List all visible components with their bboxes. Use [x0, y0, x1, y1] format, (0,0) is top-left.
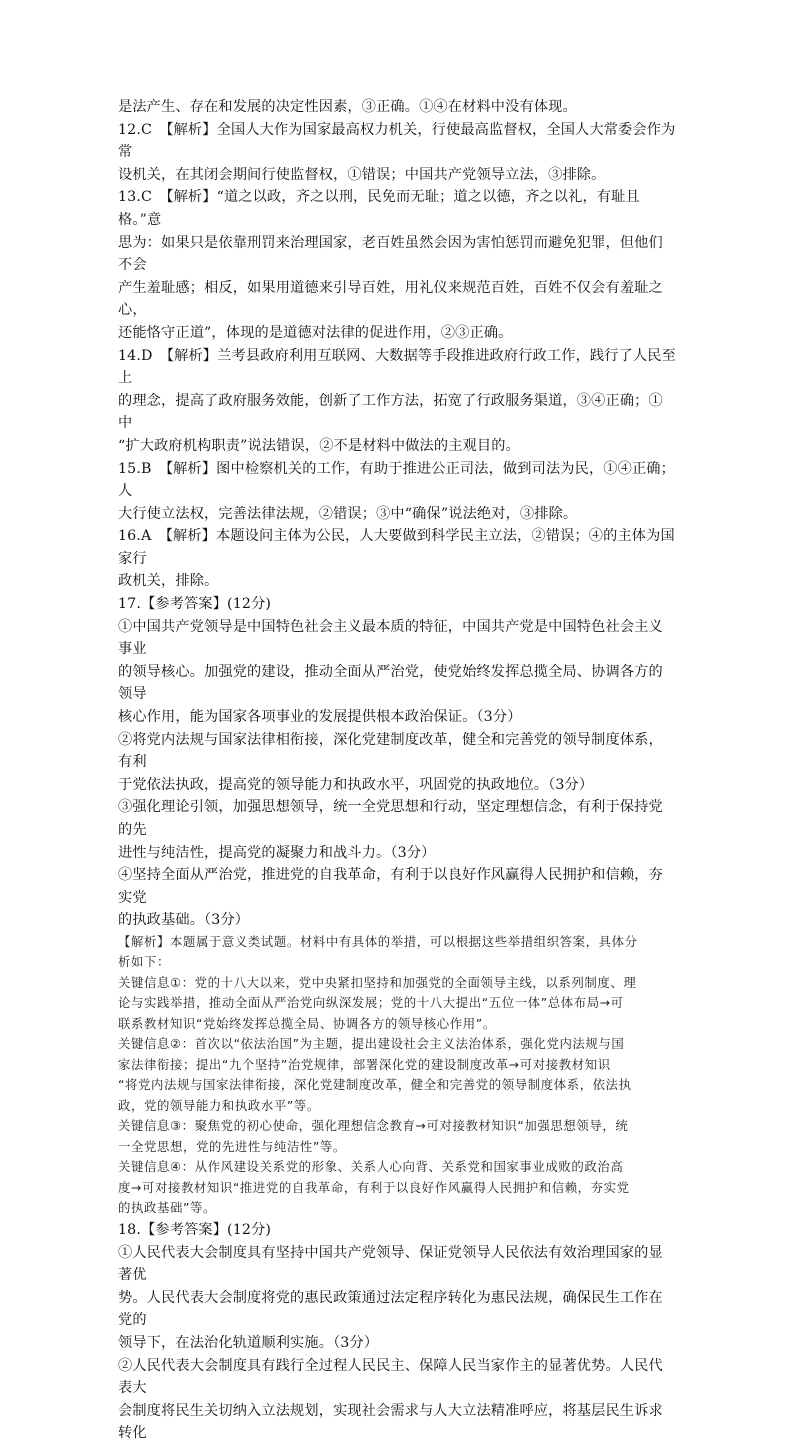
analysis-line: 【解析】本题属于意义类试题。材料中有具体的举措，可以根据这些举措组织答案，具体分	[118, 933, 638, 949]
text-line: 核心作用，能为国家各项事业的发展提供根本政治保证。（3分）	[118, 709, 522, 726]
key-info-4-line: 关键信息④：从作风建设关系党的形象、关系人心向背、关系党和国家事业成败的政治高	[118, 1159, 624, 1175]
text-line: 于党依法执政，提高党的领导能力和执政水平，巩固党的执政地位。（3分）	[118, 776, 594, 793]
analysis-line: 家法律衔接；提出“九个坚持”治党规律，部署深化党的建设制度改革→可对接教材知识	[118, 1056, 611, 1072]
analysis-line: 联系教材知识“党始终发挥总揽全局、协调各方的领导核心作用”。	[118, 1015, 496, 1031]
text-line: 的理念，提高了政府服务效能，创新了工作方法，拓宽了行政服务渠道，③④正确；①中	[118, 392, 663, 432]
text-line: 思为：如果只是依靠刑罚来治理国家，老百姓虽然会因为害怕惩罚而避免犯罪，但他们不会	[118, 234, 663, 274]
answer-18-heading: 18.【参考答案】(12分)	[118, 1221, 272, 1238]
answer-15-line: 15.B 【解析】图中检察机关的工作，有助于推进公正司法，做到司法为民，①④正确；人	[118, 460, 675, 500]
text-line: 设机关，在其闭会期间行使监督权，①错误；中国共产党领导立法，③排除。	[118, 166, 606, 183]
text-line: ③强化理论引领，加强思想领导，统一全党思想和行动，坚定理想信念，有利于保持党的先	[118, 799, 663, 838]
analysis-line: 一全党思想，党的先进性与纯洁性”等。	[118, 1138, 346, 1154]
answer-16-line: 16.A 【解析】本题设问主体为公民，人大要做到科学民主立法，②错误；④的主体为国家行	[118, 528, 675, 567]
text-line: 会制度将民生关切纳入立法规划，实现社会需求与人大立法精准呼应，将基层民生诉求转化	[118, 1402, 663, 1442]
text-line: “扩大政府机构职责”说法错误，②不是材料中做法的主观目的。	[118, 437, 520, 454]
text-line: 大行使立法权，完善法律法规，②错误；③中“确保”说法绝对，③排除。	[118, 505, 578, 522]
text-line: ②将党内法规与国家法律相衔接，深化党建制度改革，健全和完善党的领导制度体系，有利	[118, 731, 663, 771]
key-info-2-line: 关键信息②：首次以“依法治国”为主题，提出建设社会主义法治体系，强化党内法规与国	[118, 1036, 625, 1052]
text-line: 还能恪守正道”，体现的是道德对法律的促进作用，②③正确。	[118, 324, 513, 341]
text-line: ④坚持全面从严治党，推进党的自我革命，有利于以良好作风赢得人民拥护和信赖，夯实党	[118, 867, 663, 906]
analysis-line: 度→可对接教材知识“推进党的自我革命，有利于以良好作风赢得人民拥护和信赖，夯实党	[118, 1179, 630, 1195]
text-line: ①人民代表大会制度具有坚持中国共产党领导、保证党领导人民依法有效治理国家的显著优	[118, 1244, 663, 1284]
text-line: 是法产生、存在和发展的决定性因素，③正确。①④在材料中没有体现。	[118, 99, 577, 115]
analysis-line: “将党内法规与国家法律衔接，深化党建制度改革，健全和完善党的领导制度体系，依法执	[118, 1077, 632, 1093]
text-line: 领导下，在法治化轨道顺利实施。（3分）	[118, 1334, 379, 1351]
text-line: ①中国共产党领导是中国特色社会主义最本质的特征，中国共产党是中国特色社会主义事业	[118, 618, 663, 658]
text-line: 的执政基础。（3分）	[118, 912, 250, 929]
text-line: ②人民代表大会制度具有践行全过程人民民主、保障人民当家作主的显著优势。人民代表大	[118, 1357, 663, 1397]
text-line: 势。人民代表大会制度将党的惠民政策通过法定程序转化为惠民法规，确保民生工作在党的	[118, 1289, 663, 1329]
analysis-line: 论与实践举措，推动全面从严治党向纵深发展；党的十八大提出“五位一体”总体布局→可	[118, 995, 624, 1011]
text-line: 政机关，排除。	[118, 573, 219, 590]
text-line: 的领导核心。加强党的建设，推动全面从严治党，使党始终发挥总揽全局、协调各方的领导	[118, 663, 663, 703]
analysis-line: 的执政基础”等。	[118, 1200, 216, 1216]
analysis-line: 析如下：	[118, 954, 170, 970]
text-line: 产生羞耻感；相反，如果用道德来引导百姓，用礼仪来规范百姓，百姓不仅会有羞耻之心，	[118, 279, 663, 319]
key-info-1-line: 关键信息①：党的十八大以来，党中央紧扣坚持和加强党的全面领导主线，以系列制度、理	[118, 974, 637, 990]
answer-12-line: 12.C 【解析】全国人大作为国家最高权力机关，行使最高监督权，全国人大常委会作为常	[118, 121, 676, 161]
answer-14-line: 14.D 【解析】兰考县政府利用互联网、大数据等手段推进政府行政工作，践行了人民至上	[118, 347, 676, 387]
analysis-line: 政，党的领导能力和执政水平”等。	[118, 1097, 320, 1113]
text-line: 进性与纯洁性，提高党的凝聚力和战斗力。（3分）	[118, 844, 436, 861]
answer-13-line: 13.C 【解析】“道之以政，齐之以刑，民免而无耻；道之以德，齐之以礼，有耻且格。”意	[118, 189, 640, 228]
answer-17-heading: 17.【参考答案】(12分)	[118, 596, 272, 613]
key-info-3-line: 关键信息③：聚焦党的初心使命，强化理想信念教育→可对接教材知识“加强思想领导，统	[118, 1118, 629, 1134]
